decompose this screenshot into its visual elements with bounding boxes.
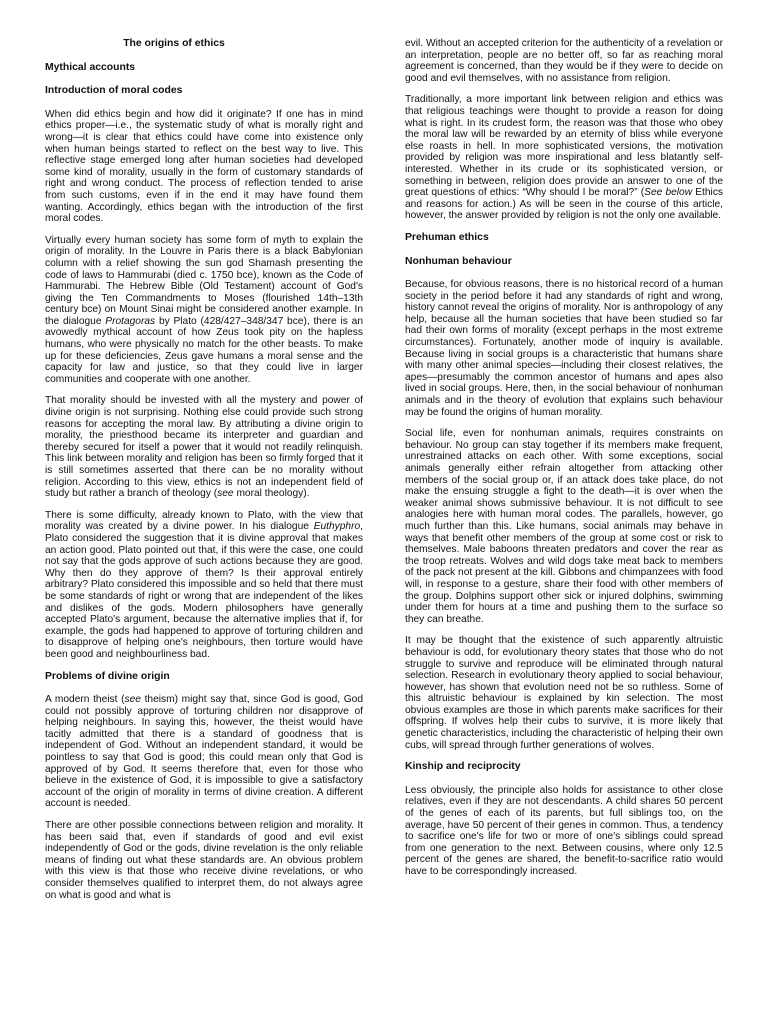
paragraph: Less obviously, the principle also holds for assistance to other close relatives, even if they are not descendants. A child shares 50 percent of the genes of each of its parents, but full siblings too, on the average, have 50 percent of their genes in common. Thus, a tendency to sacrifice one's life for two or more of one's siblings could spread from one generation to the next. Between cousins, where only 12.5 percent of the genes are shared, the benefit-to-sacrifice ratio would have to be correspondingly increased.	[405, 784, 723, 877]
paragraph: It may be thought that the existence of such apparently altruistic behaviour is odd, for evolutionary theory states that those who do not struggle to survive and reproduce will be eliminated through natural selection. Research in evolutionary theory applied to social behaviour, however, has shown that evolution need not be so ruthless. Some of this altruistic behaviour is explained by kin selection. The most obvious examples are those in which parents make sacrifices for their offspring. If wolves help their cubs to survive, it is more likely that genetic characteristics, including the characteristic of helping their own cubs, will spread through further generations of wolves.	[405, 635, 723, 751]
section-heading-prehuman-ethics: Prehuman ethics	[405, 231, 489, 243]
paragraph: There is some difficulty, already known to Plato, with the view that morality was created by a divine power. In his dialogue Euthyphro, Plato considered the suggestion that it is divine approval that makes an action good. Plato pointed out that, if this were the case, one could not say that the gods approve of such actions because they are good. Why then do they approve of them? Is their approval entirely arbitrary? Plato considered this impossible and so held that there must be some standards of right or wrong that are independent of the likes and dislikes of the gods. Modern philosophers have generally accepted Plato's argument, because the alternative implies that if, for example, the gods had happened to approve of torturing children and to disapprove of helping one's neighbours, then torture would have been good and neighbourliness bad.	[45, 509, 363, 660]
paragraph: Social life, even for nonhuman animals, requires constraints on behaviour. No group can stay together if its members make frequent, unrestrained attacks on each other. With some exceptions, social animals generally either refrain altogether from attacking other members of the social group or, if an attack does take place, do not make the ensuing struggle a fight to the death—it is over when the weaker animal shows submissive behaviour. It is not difficult to see analogies here with human moral codes. The parallels, however, go much further than this. Like humans, social animals may behave in ways that benefit other members of the group at some cost or risk to themselves. Male baboons threaten predators and cover the rear as the troop retreats. Wolves and wild dogs take meat back to members of the pack not present at the kill. Gibbons and chimpanzees with food will, in response to a gesture, share their food with other members of the group. Dolphins support other sick or injured dolphins, swimming under them for hours at a time and pushing them to the surface so they can breathe.	[405, 428, 723, 625]
subheading-problems-divine-origin: Problems of divine origin	[45, 670, 170, 682]
paragraph: Virtually every human society has some form of myth to explain the origin of morality. In the Louvre in Paris there is a black Babylonian column with a relief showing the sun god Shamash presenting the code of laws to Hammurabi (died c. 1750 bce), known as the Code of Hammurabi. The Hebrew Bible (Old Testament) account of God's giving the Ten Commandments to Moses (flourished 14th–13th century bce) on Mount Sinai might be considered another example. In the dialogue Protagoras by Plato (428/427–348/347 bce), there is an avowedly mythical account of how Zeus took pity on the hapless humans, who were physically no match for the other beasts. To make up for these deficiencies, Zeus gave humans a moral sense and the capacity for law and justice, so that they could live in larger communities and cooperate with one another.	[45, 234, 363, 385]
right-column	[405, 38, 723, 888]
paragraph: evil. Without an accepted criterion for the authenticity of a revelation or an interpretation, people are no better off, so far as reaching moral agreement is concerned, than they would be if they were to decide on good and evil themselves, with no assistance from religion.	[405, 38, 723, 84]
subheading-introduction-moral-codes: Introduction of moral codes	[45, 85, 183, 97]
paragraph: There are other possible connections between religion and morality. It has been said that, even if standards of good and evil exist independently of God or the gods, divine revelation is the only reliable means of finding out what these standards are. An obvious problem with this view is that those who receive divine revelations, or who consider themselves qualified to interpret them, do not always agree on what is good and what is	[45, 820, 363, 901]
paragraph: That morality should be invested with all the mystery and power of divine origin is not surprising. Nothing else could provide such strong reasons for accepting the moral law. By attributing a divine origin to morality, the priesthood became its interpreter and guardian and thereby secured for itself a power that it would not readily relinquish. This link between morality and religion has been so firmly forged that it is still sometimes asserted that there can be no morality without religion. According to this view, ethics is not an independent field of study but rather a branch of theology (see moral theology).	[45, 395, 363, 500]
subheading-nonhuman-behaviour: Nonhuman behaviour	[405, 255, 512, 267]
subheading-kinship-reciprocity: Kinship and reciprocity	[405, 761, 521, 773]
page-title: The origins of ethics	[123, 38, 225, 49]
paragraph: Because, for obvious reasons, there is no historical record of a human society in the period before it had any standards of right and wrong, history cannot reveal the origins of morality. Nor is anthropology of any help, because all the human societies that have been studied so far had their own forms of morality (except perhaps in the most extreme circumstances). Fortunately, another mode of inquiry is available. Because living in social groups is a characteristic that humans share with many other animal species—including their closest relatives, the apes—presumably the common ancestor of humans and apes also lived in social groups. Here, then, in the social behaviour of nonhuman animals and in the theory of evolution that explains such behaviour may be found the origins of human morality.	[405, 279, 723, 418]
paragraph: A modern theist (see theism) might say that, since God is good, God could not possibly approve of torturing children nor disapprove of helping neighbours. In saying this, however, the theist would have tacitly admitted that there is a standard of goodness that is independent of God. Without an independent standard, it would be pointless to say that God is good; this could mean only that God is approved of by God. It seems therefore that, even for those who believe in the existence of God, it is impossible to give a satisfactory account of the origin of morality in terms of divine creation. A different account is needed.	[45, 694, 363, 810]
left-column	[45, 38, 363, 911]
paragraph: Traditionally, a more important link between religion and ethics was that religious teachings were thought to provide a reason for doing what is right. In its crudest form, the reason was that those who obey the moral law will be rewarded by an eternity of bliss while everyone else roasts in hell. In more sophisticated versions, the motivation provided by religion was more inspirational and less blatantly self-interested. Whether in its crude or its sophisticated version, or something in between, religion does provide an answer to one of the great questions of ethics: “Why should I be moral?” (See below Ethics and reasons for action.) As will be seen in the course of this article, however, the answer provided by religion is not the only one available.	[405, 94, 724, 222]
section-heading-mythical-accounts: Mythical accounts	[45, 61, 136, 73]
paragraph: When did ethics begin and how did it originate? If one has in mind ethics proper—i.e., the systematic study of what is morally right and wrong—it is clear that ethics could have come into existence only when human beings started to reflect on the best way to live. This reflective stage emerged long after human societies had developed some kind of morality, usually in the form of customary standards of right and wrong conduct. The process of reflection tended to arise from such customs, even if in the end it may have found them wanting. Accordingly, ethics began with the introduction of the first moral codes.	[45, 108, 363, 225]
